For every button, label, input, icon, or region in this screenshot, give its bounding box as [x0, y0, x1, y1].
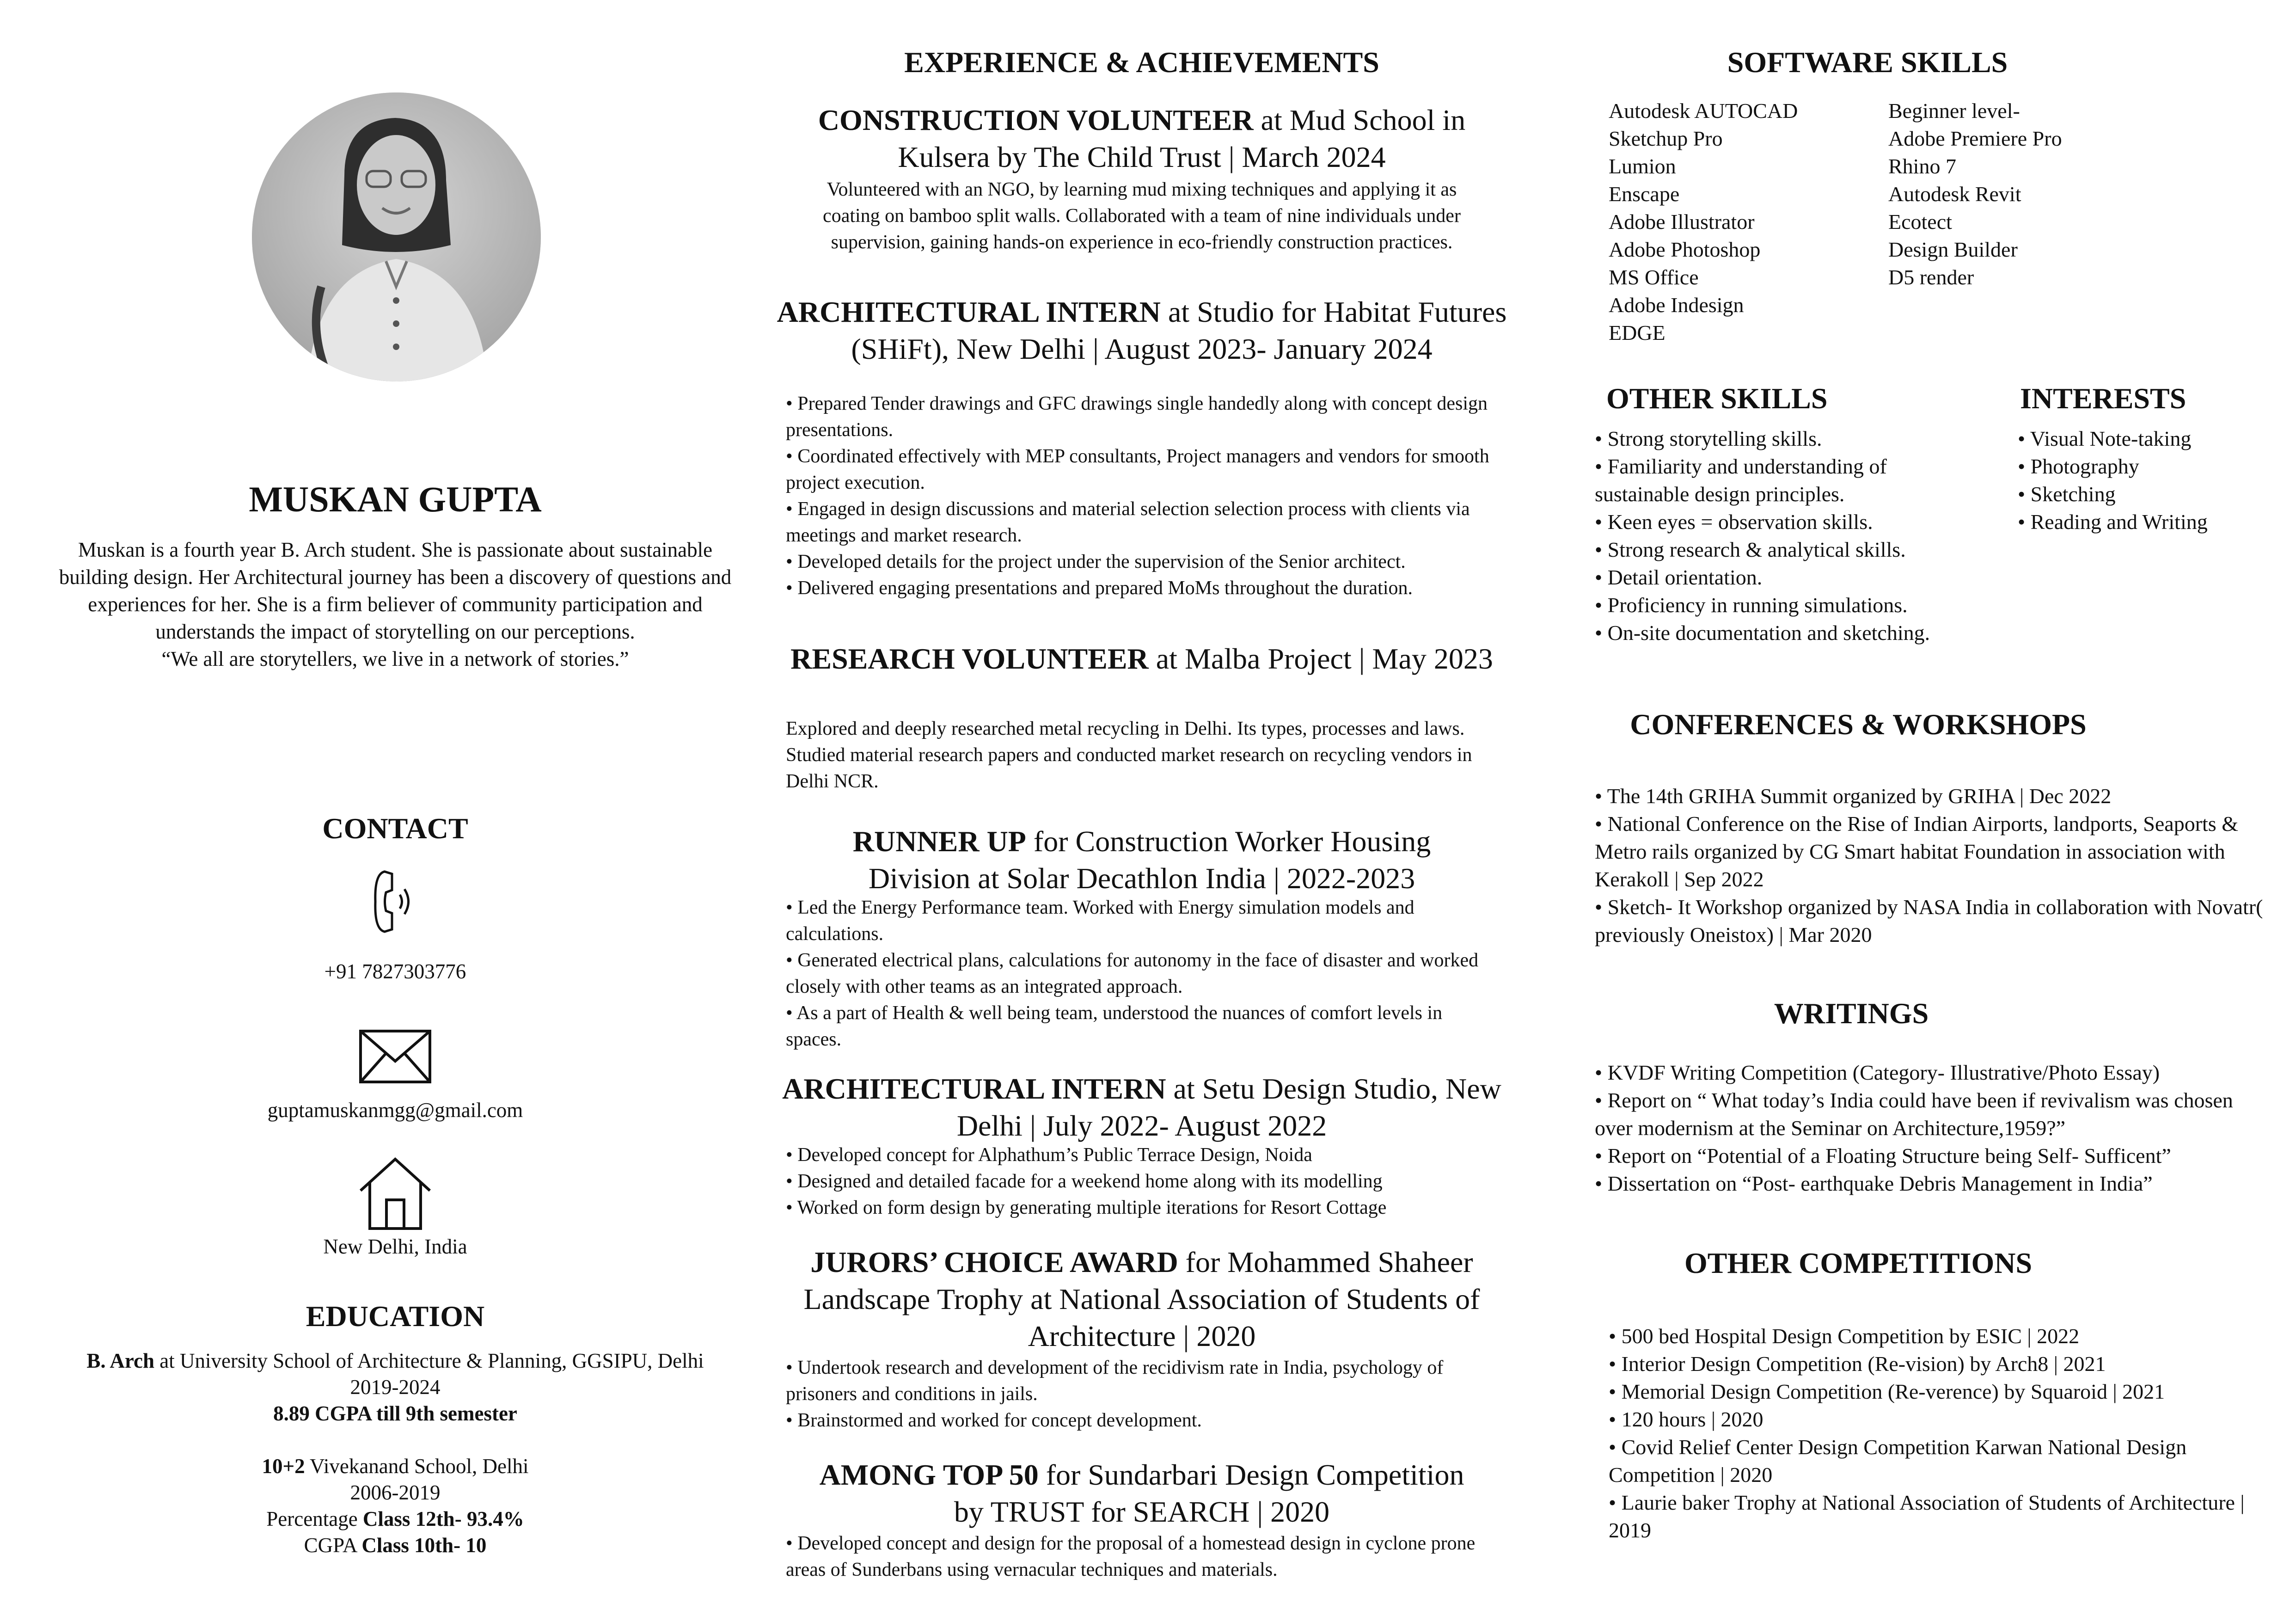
competition-item: • Memorial Design Competition (Re-verence) by Squaroid | 2021	[1609, 1380, 2165, 1403]
interests-title: INTERESTS	[2020, 382, 2186, 415]
contact-location: New Delhi, India	[323, 1235, 467, 1258]
software-item: Adobe Photoshop	[1609, 238, 1761, 261]
exp-detail-3: at Malba Project | May 2023	[1148, 642, 1493, 675]
skill-item: • Keen eyes = observation skills.	[1595, 510, 1873, 534]
software-item: Rhino 7	[1888, 154, 1956, 178]
exp-detail-4: for Construction Worker Housing Division at Solar Decathlon India | 2022-2023	[868, 825, 1431, 895]
bio-quote: “We all are storytellers, we live in a network of stories.”	[161, 647, 629, 670]
conference-item: • Sketch- It Workshop organized by NASA India in collaboration with Novatr( previously Oneistox) | Mar 2020	[1595, 895, 2263, 946]
school-name: Vivekanand School, Delhi	[305, 1455, 529, 1478]
exp-bullet: • Undertook research and development of the recidivism rate in India, psychology of prisoners and conditions in jails.	[786, 1357, 1444, 1405]
contact-phone[interactable]: +91 7827303776	[324, 960, 466, 983]
competitions-list	[1609, 1322, 2265, 1544]
exp-bullet: • As a part of Health & well being team, understood the nuances of comfort levels in spaces.	[786, 1002, 1443, 1050]
software-item: Adobe Indesign	[1609, 293, 1744, 317]
writing-item: • Report on “ What today’s India could have been if revivalism was chosen over modernism at the Seminar on Architecture,1959?”	[1595, 1088, 2233, 1140]
software-item: Autodesk AUTOCAD	[1609, 99, 1798, 123]
pct-value: Class 12th- 93.4%	[362, 1507, 524, 1530]
exp-bullet: • Prepared Tender drawings and GFC drawings single handedly along with concept design presentations.	[786, 393, 1488, 441]
school-years: 2006-2019	[350, 1481, 441, 1504]
pct-label: Percentage	[266, 1507, 363, 1530]
software-item: Design Builder	[1888, 238, 2018, 261]
exp-bullets-5	[786, 1142, 1498, 1221]
other-skills-title: OTHER SKILLS	[1606, 382, 1828, 415]
interest-item: • Visual Note-taking	[2018, 427, 2192, 450]
exp-heading-4	[818, 823, 1465, 897]
exp-role-1: CONSTRUCTION VOLUNTEER	[818, 104, 1254, 136]
skill-item: • On-site documentation and sketching.	[1595, 621, 1930, 645]
conference-item: • The 14th GRIHA Summit organized by GRIHA | Dec 2022	[1595, 784, 2112, 808]
competition-item: • 120 hours | 2020	[1609, 1407, 1763, 1431]
degree-line	[32, 1348, 758, 1374]
exp-detail-7: for Sundarbari Design Competition by TRUST for SEARCH | 2020	[954, 1458, 1464, 1528]
exp-bullet: • Developed details for the project under the supervision of the Senior architect.	[786, 551, 1406, 572]
cgpa-value: Class 10th- 10	[361, 1534, 487, 1557]
school-level: 10+2	[262, 1455, 305, 1478]
mail-icon	[356, 1017, 435, 1096]
writings-title: WRITINGS	[1774, 997, 1929, 1030]
competitions-title: OTHER COMPETITIONS	[1684, 1247, 2033, 1279]
exp-role-2: ARCHITECTURAL INTERN	[777, 295, 1161, 328]
skill-item: • Strong research & analytical skills.	[1595, 538, 1906, 561]
software-item: D5 render	[1888, 265, 1974, 289]
software-item: MS Office	[1609, 265, 1699, 289]
school-percentage	[32, 1506, 758, 1532]
software-item: Ecotect	[1888, 210, 1952, 233]
exp-heading-3	[777, 640, 1507, 677]
exp-heading-2	[777, 294, 1507, 368]
exp-detail-6: for Mohammed Shaheer Landscape Trophy at National Association of Students of Architecture | 2020	[803, 1246, 1480, 1352]
degree-score-value: 8.89 CGPA till 9th semester	[273, 1402, 517, 1425]
writings-list	[1595, 1059, 2251, 1198]
interests-list	[2018, 425, 2272, 536]
software-item: EDGE	[1609, 321, 1665, 344]
exp-bullet: • Developed concept for Alphathum’s Public Terrace Design, Noida	[786, 1144, 1312, 1166]
other-skills-block	[1595, 381, 1983, 647]
writing-item: • Dissertation on “Post- earthquake Debris Management in India”	[1595, 1172, 2153, 1195]
writing-item: • KVDF Writing Competition (Category- Illustrative/Photo Essay)	[1595, 1061, 2160, 1084]
education-title: EDUCATION	[306, 1300, 485, 1333]
degree-name: B. Arch	[86, 1349, 155, 1372]
exp-role-6: JURORS’ CHOICE AWARD	[810, 1246, 1178, 1278]
exp-bullet: • Developed concept and design for the proposal of a homestead design in cyclone prone areas of Sunderbans using vernacular techniques and materials.	[786, 1533, 1476, 1580]
exp-bullet: • Led the Energy Performance team. Worked with Energy simulation models and calculations.	[786, 897, 1414, 945]
contact-title: CONTACT	[322, 812, 468, 845]
software-item: Sketchup Pro	[1609, 127, 1723, 150]
conferences-list	[1595, 782, 2274, 949]
portrait-image	[252, 92, 541, 381]
exp-bullets-7	[786, 1530, 1498, 1583]
other-skills-list	[1595, 425, 1983, 647]
software-item: Lumion	[1609, 154, 1676, 178]
exp-heading-7	[814, 1456, 1470, 1530]
exp-bullet: • Engaged in design discussions and material selection selection process with clients via meetings and market research.	[786, 498, 1470, 546]
software-item: Adobe Premiere Pro	[1888, 127, 2062, 150]
person-name: MUSKAN GUPTA	[249, 479, 542, 519]
contact-email[interactable]: guptamuskanmgg@gmail.com	[267, 1099, 523, 1122]
exp-bullets-2	[786, 391, 1498, 602]
competition-item: • Interior Design Competition (Re-vision) by Arch8 | 2021	[1609, 1352, 2106, 1376]
experience-title: EXPERIENCE & ACHIEVEMENTS	[904, 46, 1379, 79]
software-list-1	[1609, 97, 1798, 347]
school-cgpa	[32, 1532, 758, 1559]
degree-years: 2019-2024	[350, 1376, 441, 1399]
interests-block	[2018, 381, 2272, 536]
exp-bullet: • Generated electrical plans, calculations for autonomy in the face of disaster and worked closely with other teams as an integrated approach.	[786, 950, 1479, 997]
exp-role-7: AMONG TOP 50	[819, 1458, 1039, 1491]
conferences-title: CONFERENCES & WORKSHOPS	[1630, 708, 2087, 741]
exp-bullets-6	[786, 1355, 1498, 1434]
software-item: Adobe Illustrator	[1609, 210, 1755, 233]
skill-item: • Strong storytelling skills.	[1595, 427, 1822, 450]
exp-heading-5	[777, 1070, 1507, 1144]
exp-role-4: RUNNER UP	[852, 825, 1026, 858]
skill-item: • Detail orientation.	[1595, 565, 1763, 589]
software-item: Enscape	[1609, 182, 1680, 206]
school-line	[32, 1453, 758, 1480]
skill-item: • Familiarity and understanding of sustainable design principles.	[1595, 455, 1887, 506]
interest-item: • Photography	[2018, 455, 2139, 478]
home-icon	[356, 1154, 435, 1232]
bio	[51, 536, 740, 673]
exp-heading-6	[777, 1244, 1507, 1355]
exp-bullet: • Delivered engaging presentations and prepared MoMs throughout the duration.	[786, 578, 1413, 599]
writing-item: • Report on “Potential of a Floating Structure being Self- Sufficent”	[1595, 1144, 2171, 1167]
exp-bullets-4	[786, 895, 1498, 1053]
software-item: Autodesk Revit	[1888, 182, 2021, 206]
exp-role-3: RESEARCH VOLUNTEER	[790, 642, 1149, 675]
exp-detail-2: at Studio for Habitat Futures (SHiFt), New Delhi | August 2023- January 2024	[851, 295, 1507, 365]
interest-item: • Reading and Writing	[2018, 510, 2208, 534]
exp-detail-1: at Mud School in Kulsera by The Child Trust | March 2024	[898, 104, 1466, 173]
competition-item: • 500 bed Hospital Design Competition by ESIC | 2022	[1609, 1324, 2080, 1348]
exp-detail-5: at Setu Design Studio, New Delhi | July 2022- August 2022	[956, 1072, 1501, 1142]
competition-item: • Laurie baker Trophy at National Association of Students of Architecture | 2019	[1609, 1491, 2245, 1542]
exp-bullet: • Coordinated effectively with MEP consultants, Project managers and vendors for smooth project execution.	[786, 446, 1489, 493]
skill-item: • Proficiency in running simulations.	[1595, 593, 1908, 617]
exp-body-1: Volunteered with an NGO, by learning mud mixing techniques and applying it as coating on bamboo split walls. Collaborated with a team of nine individuals under supervision, gaining hands-on experience in eco-friendly construction practices.	[823, 179, 1461, 253]
competition-item: • Covid Relief Center Design Competition Karwan National Design Competition | 2020	[1609, 1435, 2187, 1487]
exp-bullet: • Brainstormed and worked for concept development.	[786, 1410, 1202, 1431]
exp-body-3: Explored and deeply researched metal recycling in Delhi. Its types, processes and laws. Studied material research papers and conducted market research on recycling vendors in Delhi NCR.	[786, 718, 1472, 792]
degree-score	[32, 1401, 758, 1427]
interest-item: • Sketching	[2018, 482, 2116, 506]
profile-photo	[252, 92, 541, 381]
exp-bullet: • Worked on form design by generating multiple iterations for Resort Cottage	[786, 1197, 1387, 1218]
software-title: SOFTWARE SKILLS	[1727, 46, 2008, 79]
exp-heading-1	[777, 102, 1507, 176]
cgpa-label: CGPA	[304, 1534, 362, 1557]
software-item: Beginner level-	[1888, 99, 2020, 123]
conference-item: • National Conference on the Rise of Indian Airports, landports, Seaports & Metro rails organized by CG Smart habitat Foundation in association with Kerakoll | Sep 2022	[1595, 812, 2238, 891]
bio-text: Muskan is a fourth year B. Arch student. She is passionate about sustainable building design. Her Architectural journey has been a discovery of questions and experiences for her. She is a firm believer of community participation and understands the impact of storytelling on our perceptions.	[59, 538, 732, 643]
exp-bullet: • Designed and detailed facade for a weekend home along with its modelling	[786, 1171, 1383, 1192]
education-block	[32, 1348, 758, 1559]
software-list-2	[1888, 97, 2062, 291]
phone-icon	[356, 862, 435, 941]
degree-institute: at University School of Architecture & Planning, GGSIPU, Delhi	[154, 1349, 704, 1372]
exp-role-5: ARCHITECTURAL INTERN	[782, 1072, 1166, 1105]
